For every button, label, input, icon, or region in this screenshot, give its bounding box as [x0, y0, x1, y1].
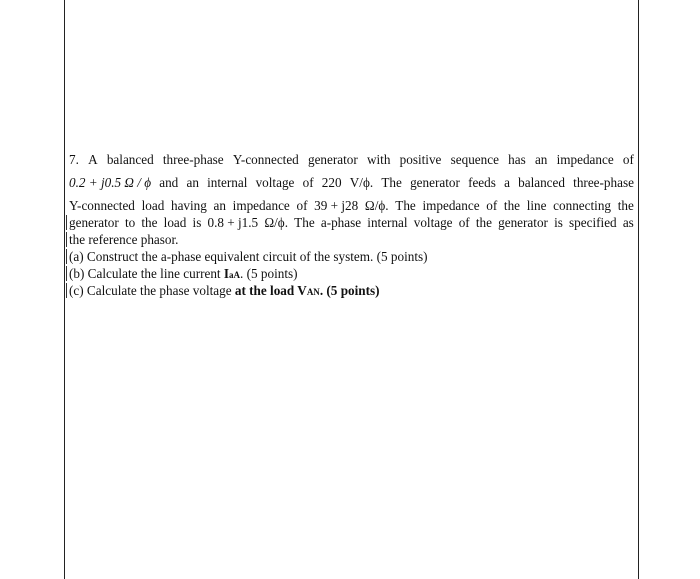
word: Ω/ϕ.	[364, 198, 389, 213]
line-current-symbol: I	[223, 266, 230, 281]
word: three-phase	[162, 152, 224, 167]
word: load	[163, 215, 187, 230]
word: A	[88, 152, 98, 167]
question-line-3	[69, 197, 634, 214]
part-a-text: (a) Construct the a-phase equivalent circuit of the system. (5 points)	[69, 249, 428, 264]
word: and	[159, 175, 179, 190]
word: as	[622, 215, 634, 230]
word: of	[622, 152, 634, 167]
word: positive	[399, 152, 442, 167]
word: impedance	[232, 198, 290, 213]
text-cursor	[66, 215, 67, 230]
word: The	[395, 198, 416, 213]
phase-voltage-subscript: AN	[306, 287, 320, 297]
text-cursor	[66, 266, 67, 281]
part-a	[69, 248, 634, 265]
word: impedance	[422, 198, 480, 213]
text-cursor	[66, 232, 67, 247]
question-line-1	[69, 151, 634, 168]
part-c	[69, 282, 634, 299]
word: an	[186, 175, 199, 190]
word: The	[294, 215, 315, 230]
word: an	[534, 152, 548, 167]
question-line-4	[69, 214, 634, 231]
word: internal	[367, 215, 408, 230]
word: 220	[321, 175, 342, 190]
word: a-phase	[320, 215, 362, 230]
part-c-prefix: (c) Calculate the phase voltage	[69, 283, 235, 298]
line-current-subscript: aA	[229, 270, 241, 280]
word: balanced	[518, 175, 565, 190]
word: connecting	[553, 198, 612, 213]
word: Y-connected	[69, 198, 135, 213]
word: an	[213, 198, 226, 213]
word: sequence	[450, 152, 499, 167]
word: V/ϕ.	[349, 175, 374, 190]
word: specified	[569, 215, 617, 230]
question-line-2	[69, 174, 634, 191]
word: generator	[307, 152, 358, 167]
text-cursor	[66, 249, 67, 264]
question-line-5	[69, 231, 634, 248]
word: of	[302, 175, 314, 190]
word: feeds	[468, 175, 496, 190]
word: of	[458, 215, 470, 230]
line-impedance: 0.8 + j1.5	[207, 215, 259, 230]
word: load	[141, 198, 165, 213]
reference-phasor-text: the reference phasor.	[69, 232, 179, 247]
word: generator	[498, 215, 548, 230]
part-c-bold-text: at the load V	[234, 283, 307, 298]
word: a	[504, 175, 510, 190]
word: internal	[207, 175, 248, 190]
word: The	[381, 175, 402, 190]
word: of	[296, 198, 308, 213]
part-b-prefix: (b) Calculate the line current	[69, 266, 224, 281]
word: to	[124, 215, 136, 230]
word: the	[617, 198, 634, 213]
word: Ω/ϕ.	[264, 215, 289, 230]
word: generator	[69, 215, 119, 230]
word: with	[366, 152, 391, 167]
word: the	[141, 215, 158, 230]
word: line	[526, 198, 547, 213]
question-7	[69, 151, 634, 299]
word: generator	[410, 175, 460, 190]
word: three-phase	[573, 175, 634, 190]
part-b	[69, 265, 634, 282]
word: is	[192, 215, 202, 230]
word: Y-connected	[232, 152, 299, 167]
word: has	[508, 152, 526, 167]
question-number: 7.	[69, 152, 79, 167]
text-cursor	[66, 283, 67, 298]
word: having	[170, 198, 207, 213]
word: impedance	[556, 152, 614, 167]
word: the	[503, 198, 521, 213]
word: is	[554, 215, 563, 230]
part-c-suffix: . (5 points)	[319, 283, 380, 298]
load-impedance: 39 + j28	[314, 198, 359, 213]
part-b-suffix: . (5 points)	[240, 266, 298, 281]
word: voltage	[255, 175, 295, 190]
word: the	[475, 215, 492, 230]
word: voltage	[413, 215, 453, 230]
word: balanced	[106, 152, 154, 167]
word: of	[486, 198, 498, 213]
generator-impedance: 0.2 + j0.5 Ω / ϕ	[69, 175, 152, 190]
